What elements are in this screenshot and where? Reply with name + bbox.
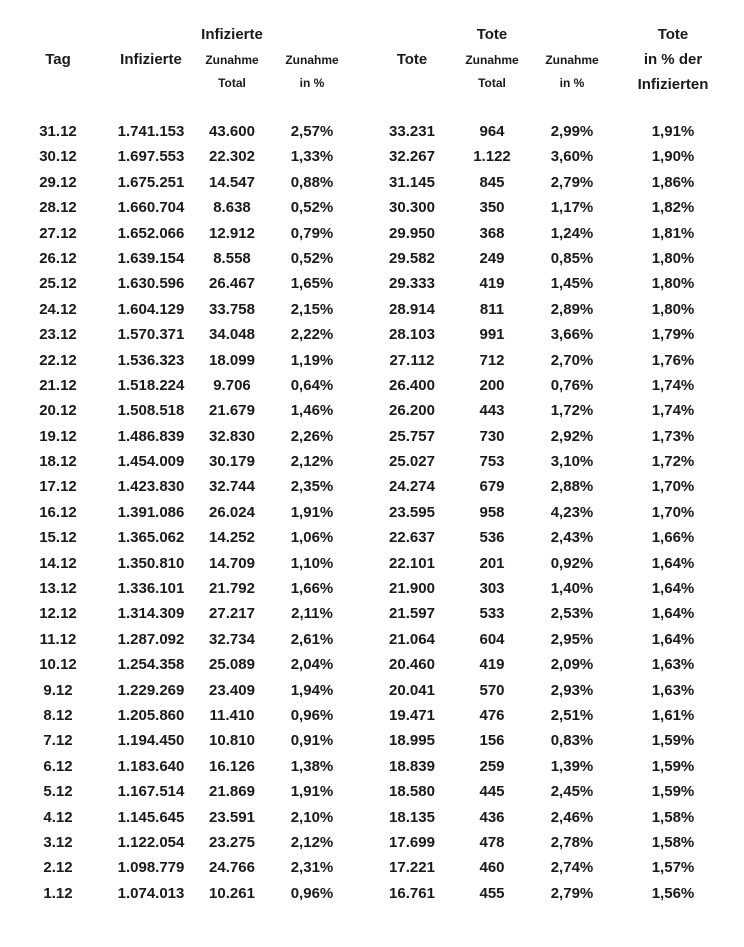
cell-inf-zunahme-pct: 2,04% [290,656,334,674]
cell-tote-zunahme-total: 753 [479,453,505,471]
cell-tote-zunahme-total: 604 [479,630,505,648]
cell-tag: 10.12 [39,656,77,674]
cell-tote: 21.064 [389,630,435,648]
cell-tote-zunahme-total: 460 [479,859,505,877]
cell-tote-zunahme-pct: 2,79% [550,173,594,191]
table-row [0,527,744,552]
cell-tote-zunahme-total: 368 [479,224,505,242]
cell-tag: 20.12 [39,402,77,420]
cell-tote-zunahme-pct: 2,74% [550,859,594,877]
cell-tag: 24.12 [39,300,77,318]
table-row [0,705,744,730]
cell-tote-pct-infizierten: 1,70% [651,503,695,521]
cell-infizierte: 1.423.830 [117,478,185,496]
cell-tote-zunahme-total: 419 [479,656,505,674]
cell-tote: 20.041 [389,681,435,699]
cell-inf-zunahme-pct: 2,15% [290,300,334,318]
cell-tote-pct-infizierten: 1,72% [651,453,695,471]
cell-inf-zunahme-total: 21.869 [209,783,255,801]
cell-tote-pct-infizierten: 1,82% [651,199,695,217]
cell-tag: 31.12 [39,123,77,140]
cell-tote-pct-infizierten: 1,73% [651,427,695,445]
table-row [0,299,744,324]
cell-infizierte: 1.229.269 [117,681,185,699]
cell-tote-pct-infizierten: 1,91% [651,123,695,140]
cell-inf-zunahme-pct: 2,31% [290,859,334,877]
table-row [0,603,744,628]
cell-tote-zunahme-total: 811 [479,300,505,318]
cell-tote: 22.637 [389,529,435,547]
cell-tote-pct-infizierten: 1,74% [651,376,695,394]
cell-infizierte: 1.660.704 [117,199,185,217]
cell-inf-zunahme-pct: 0,64% [290,376,334,394]
cell-tote-zunahme-pct: 1,39% [550,757,594,775]
cell-tote-pct-infizierten: 1,56% [651,884,695,902]
cell-inf-zunahme-pct: 1,94% [290,681,334,699]
cell-tote-zunahme-total: 476 [479,706,505,724]
cell-tote-pct-infizierten: 1,59% [651,783,695,801]
cell-tote-zunahme-pct: 1,45% [550,275,594,293]
cell-tote-zunahme-total: 991 [479,326,505,344]
cell-tote-zunahme-total: 445 [479,783,505,801]
table-row [0,223,744,248]
cell-tag: 1.12 [43,884,73,902]
cell-tote-zunahme-total: 436 [479,808,505,826]
cell-tote-zunahme-pct: 2,53% [550,605,594,623]
cell-tote: 33.231 [389,123,435,140]
cell-tote: 23.595 [389,503,435,521]
cell-tote-pct-infizierten: 1,58% [651,808,695,826]
cell-inf-zunahme-pct: 2,61% [290,630,334,648]
cell-infizierte: 1.254.358 [117,656,185,674]
table-row [0,350,744,375]
cell-tote-zunahme-total: 533 [479,605,505,623]
cell-inf-zunahme-pct: 2,12% [290,453,334,471]
cell-tote-zunahme-total: 249 [479,249,505,267]
cell-infizierte: 1.122.054 [117,833,185,851]
cell-inf-zunahme-total: 32.830 [209,427,255,445]
cell-tag: 13.12 [39,580,77,598]
table-row [0,324,744,349]
cell-tote-zunahme-pct: 2,45% [550,783,594,801]
data-rows [0,121,744,908]
cell-tote-zunahme-total: 536 [479,529,505,547]
cell-infizierte: 1.741.153 [117,123,185,140]
header-infizierte: Infizierte [120,51,182,68]
cell-tote-pct-infizierten: 1,59% [651,732,695,750]
cell-inf-zunahme-total: 21.679 [209,402,255,420]
cell-tote: 24.274 [389,478,435,496]
cell-inf-zunahme-total: 33.758 [209,300,255,318]
header-inf-zunahme: Zunahme [205,53,259,67]
cell-infizierte: 1.675.251 [117,173,185,191]
cell-tote-zunahme-pct: 2,09% [550,656,594,674]
header-tag: Tag [45,51,71,68]
cell-tote: 18.995 [389,732,435,750]
header-tote-pct-line2: in % der [643,51,703,68]
cell-tote-zunahme-pct: 0,92% [550,554,594,572]
cell-tote-pct-infizierten: 1,80% [651,300,695,318]
cell-tote-pct-infizierten: 1,64% [651,630,695,648]
cell-infizierte: 1.486.839 [117,427,185,445]
cell-inf-zunahme-total: 32.744 [209,478,255,496]
cell-tote: 18.580 [389,783,435,801]
table-row [0,807,744,832]
cell-tote-zunahme-pct: 2,88% [550,478,594,496]
cell-tag: 27.12 [39,224,77,242]
cell-tote-pct-infizierten: 1,64% [651,580,695,598]
cell-tote: 29.582 [389,249,435,267]
header-tote-group: Tote [476,26,508,43]
table-row [0,400,744,425]
cell-tote-pct-infizierten: 1,63% [651,681,695,699]
cell-tote-pct-infizierten: 1,66% [651,529,695,547]
cell-tote-zunahme-pct: 2,99% [550,123,594,140]
header-inf-zunahme-pct: Zunahme [285,53,339,67]
cell-inf-zunahme-total: 16.126 [209,757,255,775]
cell-tote: 19.471 [389,706,435,724]
cell-tote-zunahme-pct: 4,23% [550,503,594,521]
cell-inf-zunahme-total: 14.709 [209,554,255,572]
cell-inf-zunahme-total: 21.792 [209,580,255,598]
cell-tote: 29.950 [389,224,435,242]
cell-tote: 17.221 [389,859,435,877]
cell-tote-zunahme-pct: 2,70% [550,351,594,369]
cell-tote-zunahme-pct: 1,17% [550,199,594,217]
cell-infizierte: 1.314.309 [117,605,185,623]
cell-tag: 21.12 [39,376,77,394]
cell-tote-pct-infizierten: 1,76% [651,351,695,369]
cell-tag: 8.12 [43,706,73,724]
cell-tote-zunahme-pct: 0,76% [550,376,594,394]
cell-inf-zunahme-total: 14.547 [209,173,255,191]
cell-inf-zunahme-total: 26.467 [209,275,255,293]
cell-tote-zunahme-total: 845 [479,173,505,191]
cell-tote-zunahme-total: 455 [479,884,505,902]
cell-tote-zunahme-total: 303 [479,580,505,598]
cell-infizierte: 1.194.450 [117,732,185,750]
cell-infizierte: 1.336.101 [117,580,185,598]
cell-tote-pct-infizierten: 1,80% [651,275,695,293]
cell-tote-zunahme-pct: 2,89% [550,300,594,318]
cell-tote: 25.027 [389,453,435,471]
cell-inf-zunahme-pct: 1,65% [290,275,334,293]
table-row [0,197,744,222]
cell-infizierte: 1.350.810 [117,554,185,572]
cell-tote-pct-infizierten: 1,90% [651,148,695,166]
cell-infizierte: 1.183.640 [117,757,185,775]
cell-tote-pct-infizierten: 1,86% [651,173,695,191]
cell-tag: 2.12 [43,859,73,877]
cell-tote-zunahme-total: 570 [479,681,505,699]
cell-tote-zunahme-pct: 3,60% [550,148,594,166]
cell-tote: 22.101 [389,554,435,572]
header-inf-total: Total [218,76,246,90]
table-row [0,578,744,603]
cell-tote-zunahme-pct: 2,95% [550,630,594,648]
cell-tote: 30.300 [389,199,435,217]
cell-tote-pct-infizierten: 1,79% [651,326,695,344]
cell-inf-zunahme-pct: 0,96% [290,884,334,902]
cell-tote-pct-infizierten: 1,80% [651,249,695,267]
header-tote-pct-line1: Tote [657,26,689,43]
cell-tote: 21.597 [389,605,435,623]
cell-inf-zunahme-pct: 1,10% [290,554,334,572]
cell-inf-zunahme-total: 43.600 [209,123,255,140]
cell-infizierte: 1.570.371 [117,326,185,344]
cell-tote: 32.267 [389,148,435,166]
table-row [0,273,744,298]
cell-tag: 25.12 [39,275,77,293]
cell-infizierte: 1.518.224 [117,376,185,394]
cell-inf-zunahme-total: 25.089 [209,656,255,674]
table-row [0,756,744,781]
cell-tote-zunahme-pct: 1,24% [550,224,594,242]
cell-tag: 18.12 [39,453,77,471]
cell-inf-zunahme-pct: 2,12% [290,833,334,851]
cell-tote-zunahme-total: 712 [479,351,505,369]
cell-inf-zunahme-pct: 0,88% [290,173,334,191]
cell-tote-zunahme-total: 443 [479,402,505,420]
cell-tote-zunahme-total: 478 [479,833,505,851]
table-row [0,654,744,679]
cell-infizierte: 1.167.514 [117,783,185,801]
cell-tote-zunahme-pct: 3,10% [550,453,594,471]
cell-tag: 5.12 [43,783,73,801]
cell-tote-zunahme-pct: 1,72% [550,402,594,420]
table-row [0,857,744,882]
cell-tag: 23.12 [39,326,77,344]
header-inf-in-pct: in % [299,76,325,90]
cell-infizierte: 1.074.013 [117,884,185,902]
cell-inf-zunahme-pct: 1,19% [290,351,334,369]
cell-tote-zunahme-pct: 2,43% [550,529,594,547]
table-row [0,426,744,451]
cell-inf-zunahme-pct: 1,33% [290,148,334,166]
cell-infizierte: 1.287.092 [117,630,185,648]
cell-inf-zunahme-pct: 1,91% [290,503,334,521]
cell-tote: 29.333 [389,275,435,293]
cell-tote-zunahme-total: 679 [479,478,505,496]
header-tote: Tote [396,51,428,68]
cell-tote-zunahme-total: 419 [479,275,505,293]
table-row [0,502,744,527]
cell-tag: 9.12 [43,681,73,699]
cell-inf-zunahme-pct: 0,91% [290,732,334,750]
cell-tote-zunahme-pct: 0,83% [550,732,594,750]
cell-inf-zunahme-total: 8.638 [213,199,251,217]
cell-tote-pct-infizierten: 1,61% [651,706,695,724]
cell-inf-zunahme-total: 12.912 [209,224,255,242]
cell-inf-zunahme-total: 32.734 [209,630,255,648]
cell-infizierte: 1.508.518 [117,402,185,420]
cell-tote-zunahme-pct: 1,40% [550,580,594,598]
table-row [0,451,744,476]
table-row [0,883,744,908]
cell-inf-zunahme-pct: 2,57% [290,123,334,140]
table-row [0,375,744,400]
cell-tote-pct-infizierten: 1,64% [651,554,695,572]
cell-tote-zunahme-pct: 2,46% [550,808,594,826]
header-infizierte-group: Infizierte [201,26,263,43]
header-tote-total: Total [478,76,506,90]
cell-inf-zunahme-pct: 1,46% [290,402,334,420]
header-tote-in-pct: in % [559,76,585,90]
cell-inf-zunahme-total: 26.024 [209,503,255,521]
cell-inf-zunahme-total: 27.217 [209,605,255,623]
cell-inf-zunahme-total: 30.179 [209,453,255,471]
cell-inf-zunahme-total: 10.261 [209,884,255,902]
cell-infizierte: 1.454.009 [117,453,185,471]
cell-tote-pct-infizierten: 1,64% [651,605,695,623]
cell-inf-zunahme-total: 9.706 [213,376,251,394]
cell-infizierte: 1.630.596 [117,275,185,293]
cell-tag: 3.12 [43,833,73,851]
cell-tote-zunahme-pct: 2,51% [550,706,594,724]
cell-inf-zunahme-pct: 1,66% [290,580,334,598]
cell-tote-pct-infizierten: 1,70% [651,478,695,496]
cell-inf-zunahme-total: 14.252 [209,529,255,547]
cell-tote-zunahme-pct: 2,93% [550,681,594,699]
cell-inf-zunahme-total: 23.409 [209,681,255,699]
table-row [0,680,744,705]
cell-inf-zunahme-pct: 2,22% [290,326,334,344]
cell-inf-zunahme-total: 23.591 [209,808,255,826]
cell-inf-zunahme-total: 8.558 [213,249,251,267]
header-tote-zunahme-pct: Zunahme [545,53,599,67]
table-row [0,553,744,578]
cell-infizierte: 1.098.779 [117,859,185,877]
cell-tag: 29.12 [39,173,77,191]
cell-tote-zunahme-total: 964 [479,123,505,140]
cell-tote-zunahme-total: 958 [479,503,505,521]
cell-tag: 15.12 [39,529,77,547]
cell-tote: 21.900 [389,580,435,598]
cell-tote: 18.839 [389,757,435,775]
cell-inf-zunahme-pct: 0,52% [290,249,334,267]
cell-tote: 20.460 [389,656,435,674]
cell-tag: 4.12 [43,808,73,826]
table-row [0,476,744,501]
table-row [0,146,744,171]
cell-tag: 30.12 [39,148,77,166]
cell-tote-zunahme-total: 259 [479,757,505,775]
cell-tote: 17.699 [389,833,435,851]
cell-inf-zunahme-pct: 2,26% [290,427,334,445]
cell-inf-zunahme-total: 23.275 [209,833,255,851]
cell-infizierte: 1.652.066 [117,224,185,242]
cell-infizierte: 1.145.645 [117,808,185,826]
cell-tag: 28.12 [39,199,77,217]
cell-inf-zunahme-total: 34.048 [209,326,255,344]
cell-tag: 19.12 [39,427,77,445]
table-row [0,832,744,857]
cell-infizierte: 1.697.553 [117,148,185,166]
cell-infizierte: 1.365.062 [117,529,185,547]
cell-inf-zunahme-pct: 1,38% [290,757,334,775]
cell-infizierte: 1.604.129 [117,300,185,318]
cell-tote-zunahme-pct: 3,66% [550,326,594,344]
cell-tote-zunahme-total: 350 [479,199,505,217]
cell-tote: 26.400 [389,376,435,394]
table-row [0,172,744,197]
cell-inf-zunahme-total: 10.810 [209,732,255,750]
cell-infizierte: 1.639.154 [117,249,185,267]
cell-inf-zunahme-pct: 2,11% [291,605,333,623]
cell-infizierte: 1.205.860 [117,706,185,724]
cell-inf-zunahme-pct: 2,10% [290,808,334,826]
cell-inf-zunahme-pct: 0,52% [290,199,334,217]
header-tote-pct-line3: Infizierten [637,76,709,93]
cell-tote-zunahme-pct: 2,92% [550,427,594,445]
cell-tote-pct-infizierten: 1,81% [651,224,695,242]
cell-tag: 16.12 [39,503,77,521]
cell-tote: 28.103 [389,326,435,344]
cell-tag: 6.12 [43,757,73,775]
cell-tote-pct-infizierten: 1,74% [651,402,695,420]
cell-tag: 14.12 [39,554,77,572]
cell-inf-zunahme-total: 24.766 [209,859,255,877]
cell-tote: 18.135 [389,808,435,826]
cell-infizierte: 1.536.323 [117,351,185,369]
cell-tote: 28.914 [389,300,435,318]
cell-tag: 26.12 [39,249,77,267]
table-row [0,781,744,806]
cell-tote: 27.112 [389,351,435,369]
cell-tote: 25.757 [389,427,435,445]
cell-tote-zunahme-total: 200 [479,376,505,394]
cell-inf-zunahme-pct: 0,79% [290,224,334,242]
cell-tag: 22.12 [39,351,77,369]
cell-tag: 11.12 [39,630,77,648]
cell-tote-zunahme-total: 156 [479,732,505,750]
cell-inf-zunahme-pct: 1,06% [290,529,334,547]
cell-tote: 26.200 [389,402,435,420]
cell-inf-zunahme-pct: 2,35% [290,478,334,496]
cell-tote-zunahme-total: 1.122 [473,148,511,166]
header-tote-zunahme: Zunahme [465,53,519,67]
cell-tote-zunahme-total: 201 [479,554,505,572]
cell-tote-zunahme-pct: 0,85% [550,249,594,267]
cell-inf-zunahme-pct: 1,91% [290,783,334,801]
cell-inf-zunahme-total: 11.410 [209,706,255,724]
cell-tote-zunahme-total: 730 [479,427,505,445]
cell-tote: 31.145 [389,173,435,191]
cell-tote-zunahme-pct: 2,79% [550,884,594,902]
cell-tote: 16.761 [389,884,435,902]
cell-tag: 12.12 [39,605,77,623]
cell-tote-zunahme-pct: 2,78% [550,833,594,851]
cell-inf-zunahme-total: 18.099 [209,351,255,369]
cell-tote-pct-infizierten: 1,57% [651,859,695,877]
table-row [0,121,744,146]
cell-tote-pct-infizierten: 1,58% [651,833,695,851]
cell-tag: 7.12 [43,732,73,750]
cell-tote-pct-infizierten: 1,63% [651,656,695,674]
table-row [0,629,744,654]
cell-tag: 17.12 [39,478,77,496]
cell-inf-zunahme-pct: 0,96% [290,706,334,724]
cell-inf-zunahme-total: 22.302 [209,148,255,166]
table-row [0,248,744,273]
table-row [0,730,744,755]
cell-infizierte: 1.391.086 [117,503,185,521]
cell-tote-pct-infizierten: 1,59% [651,757,695,775]
